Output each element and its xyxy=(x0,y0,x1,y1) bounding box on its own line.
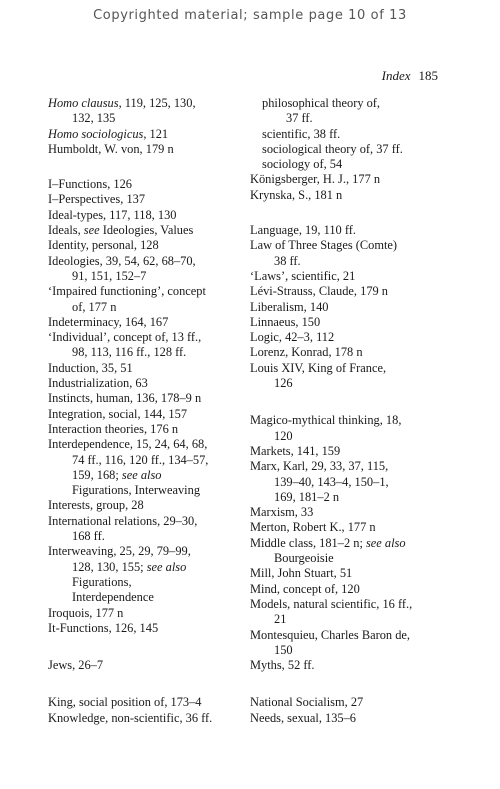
cross-reference-target: Figurations, Interdependence xyxy=(72,574,154,605)
cross-reference-target: Bourgeoisie xyxy=(274,551,334,566)
index-entry xyxy=(48,711,253,726)
index-text: ‘Laws’, scientific, 21 xyxy=(250,268,356,283)
index-entry xyxy=(48,498,253,513)
index-entry xyxy=(250,300,465,315)
index-text: Ideals, xyxy=(48,223,84,238)
index-entry xyxy=(48,238,253,253)
cross-reference-target: Figurations, Interweaving xyxy=(72,483,201,498)
index-text: ‘Impaired functioning’, concept of, 177 n xyxy=(48,284,206,314)
index-text: scientific, 38 ff. xyxy=(262,126,341,141)
index-text: Indeterminacy, 164, 167 xyxy=(48,314,169,329)
index-subentry xyxy=(250,96,465,127)
index-entry xyxy=(250,695,465,710)
index-locators: , 119, 125, 130, 132, 135 xyxy=(72,96,196,126)
index-entry xyxy=(250,597,465,628)
index-entry xyxy=(48,96,253,127)
index-text: sociology of, 54 xyxy=(262,157,343,172)
index-entry xyxy=(48,330,253,361)
index-text: Induction, 35, 51 xyxy=(48,360,133,375)
section-gap xyxy=(250,203,465,223)
index-text: King, social position of, 173–4 xyxy=(48,695,202,710)
index-entry xyxy=(250,505,465,520)
index-entry xyxy=(48,391,253,406)
index-text: National Socialism, 27 xyxy=(250,695,364,710)
index-entry xyxy=(250,330,465,345)
index-text: sociological theory of, 37 ff. xyxy=(262,141,403,156)
index-entry xyxy=(250,536,465,567)
index-text: Industrialization, 63 xyxy=(48,376,148,391)
index-text: Markets, 141, 159 xyxy=(250,443,341,458)
index-text: Instincts, human, 136, 178–9 n xyxy=(48,391,202,406)
index-entry xyxy=(250,315,465,330)
section-gap xyxy=(48,157,253,177)
index-entry xyxy=(250,711,465,726)
index-text: Magico-mythical thinking, 18, 120 xyxy=(250,413,402,443)
index-text: Needs, sexual, 135–6 xyxy=(250,710,356,725)
index-entry xyxy=(48,177,253,192)
index-entry xyxy=(250,566,465,581)
section-gap xyxy=(48,673,253,695)
index-text: Ideologies, 39, 54, 62, 68–70, 91, 151, 152–7 xyxy=(48,253,196,283)
index-text: International relations, 29–30, 168 ff. xyxy=(48,513,198,544)
index-column-right xyxy=(250,96,465,726)
index-text: Jews, 26–7 xyxy=(48,658,104,673)
index-entry xyxy=(250,658,465,673)
index-text: Krynska, S., 181 n xyxy=(250,187,343,202)
index-entry xyxy=(250,361,465,392)
index-entry xyxy=(48,422,253,437)
index-entry xyxy=(250,628,465,659)
index-text: philosophical theory of, 37 ff. xyxy=(262,96,381,126)
index-entry xyxy=(250,269,465,284)
index-entry xyxy=(250,582,465,597)
index-entry xyxy=(48,621,253,636)
index-entry xyxy=(48,606,253,621)
index-entry xyxy=(48,514,253,545)
index-text: Interests, group, 28 xyxy=(48,498,144,513)
index-entry xyxy=(48,407,253,422)
index-text: Humboldt, W. von, 179 n xyxy=(48,141,174,156)
index-text: Liberalism, 140 xyxy=(250,299,329,314)
index-entry xyxy=(48,695,253,710)
index-text: Logic, 42–3, 112 xyxy=(250,330,335,345)
index-text: Language, 19, 110 ff. xyxy=(250,223,356,238)
cross-reference-marker: see also xyxy=(121,467,162,482)
section-gap xyxy=(250,673,465,695)
cross-reference-marker: see xyxy=(83,223,100,238)
index-term: Homo sociologicus xyxy=(48,126,144,141)
index-text: Interdependence, 15, 24, 64, 68, 74 ff., 116, 120 ff., 134–57, 159, 168; xyxy=(48,437,209,482)
index-entry xyxy=(48,192,253,207)
index-entry xyxy=(48,376,253,391)
index-entry xyxy=(250,172,465,187)
index-text: Knowledge, non-scientific, 36 ff. xyxy=(48,710,213,725)
index-text: Middle class, 181–2 n; xyxy=(250,535,366,550)
index-text: Königsberger, H. J., 177 n xyxy=(250,172,381,187)
index-subentry xyxy=(250,142,465,157)
index-column-left xyxy=(48,96,253,726)
index-text: Merton, Robert K., 177 n xyxy=(250,520,376,535)
section-gap xyxy=(250,391,465,413)
copyright-banner: Copyrighted material; sample page 10 of 13 xyxy=(93,8,407,23)
index-text: Lévi-Strauss, Claude, 179 n xyxy=(250,284,388,299)
index-text: I–Functions, 126 xyxy=(48,177,132,192)
index-entry xyxy=(48,544,253,605)
index-text: Marx, Karl, 29, 33, 37, 115, 139–40, 143–4, 150–1, 169, 181–2 n xyxy=(250,459,389,504)
index-text: Identity, personal, 128 xyxy=(48,238,159,253)
index-entry xyxy=(250,459,465,505)
index-subentry xyxy=(250,127,465,142)
index-entry xyxy=(48,437,253,498)
index-text: Montesquieu, Charles Baron de, 150 xyxy=(250,627,411,657)
index-entry xyxy=(250,444,465,459)
index-locators: , 121 xyxy=(143,126,169,141)
index-text: Marxism, 33 xyxy=(250,505,314,520)
index-entry xyxy=(48,127,253,142)
index-text: Interweaving, 25, 29, 79–99, 128, 130, 155; xyxy=(48,544,191,574)
index-entry xyxy=(48,658,253,673)
index-text: Mind, concept of, 120 xyxy=(250,581,360,596)
index-entry xyxy=(48,142,253,157)
index-entry xyxy=(250,223,465,238)
index-text: Louis XIV, King of France, 126 xyxy=(250,360,387,391)
index-entry xyxy=(48,284,253,315)
index-entry xyxy=(250,520,465,535)
index-subentry xyxy=(250,157,465,172)
running-head-title: Index xyxy=(381,68,411,83)
index-entry xyxy=(48,223,253,238)
index-entry xyxy=(250,188,465,203)
index-term: Homo clausus xyxy=(48,96,119,110)
index-text: Linnaeus, 150 xyxy=(250,314,321,329)
cross-reference-target: Ideologies, Values xyxy=(99,223,194,238)
index-entry xyxy=(48,315,253,330)
index-entry xyxy=(48,254,253,285)
cross-reference-marker: see also xyxy=(146,559,187,574)
page-number: 185 xyxy=(418,68,438,83)
index-text: Mill, John Stuart, 51 xyxy=(250,566,353,581)
index-entry xyxy=(250,345,465,360)
index-text: Law of Three Stages (Comte) 38 ff. xyxy=(250,238,398,268)
index-entry xyxy=(250,413,465,444)
index-text: ‘Individual’, concept of, 13 ff., 98, 113, 116 ff., 128 ff. xyxy=(48,330,202,360)
index-text: Iroquois, 177 n xyxy=(48,605,124,620)
index-text: Lorenz, Konrad, 178 n xyxy=(250,345,363,360)
index-text: Interaction theories, 176 n xyxy=(48,421,179,436)
index-text: It-Functions, 126, 145 xyxy=(48,620,159,635)
index-text: Models, natural scientific, 16 ff., 21 xyxy=(250,596,413,627)
index-text: Myths, 52 ff. xyxy=(250,658,315,673)
index-entry xyxy=(48,208,253,223)
index-text: I–Perspectives, 137 xyxy=(48,192,146,207)
index-text: Ideal-types, 117, 118, 130 xyxy=(48,207,177,222)
index-entry xyxy=(48,361,253,376)
index-entry xyxy=(250,284,465,299)
index-text: Integration, social, 144, 157 xyxy=(48,406,188,421)
index-entry xyxy=(250,238,465,269)
cross-reference-marker: see also xyxy=(365,535,406,550)
running-head xyxy=(382,68,438,84)
section-gap xyxy=(48,636,253,658)
